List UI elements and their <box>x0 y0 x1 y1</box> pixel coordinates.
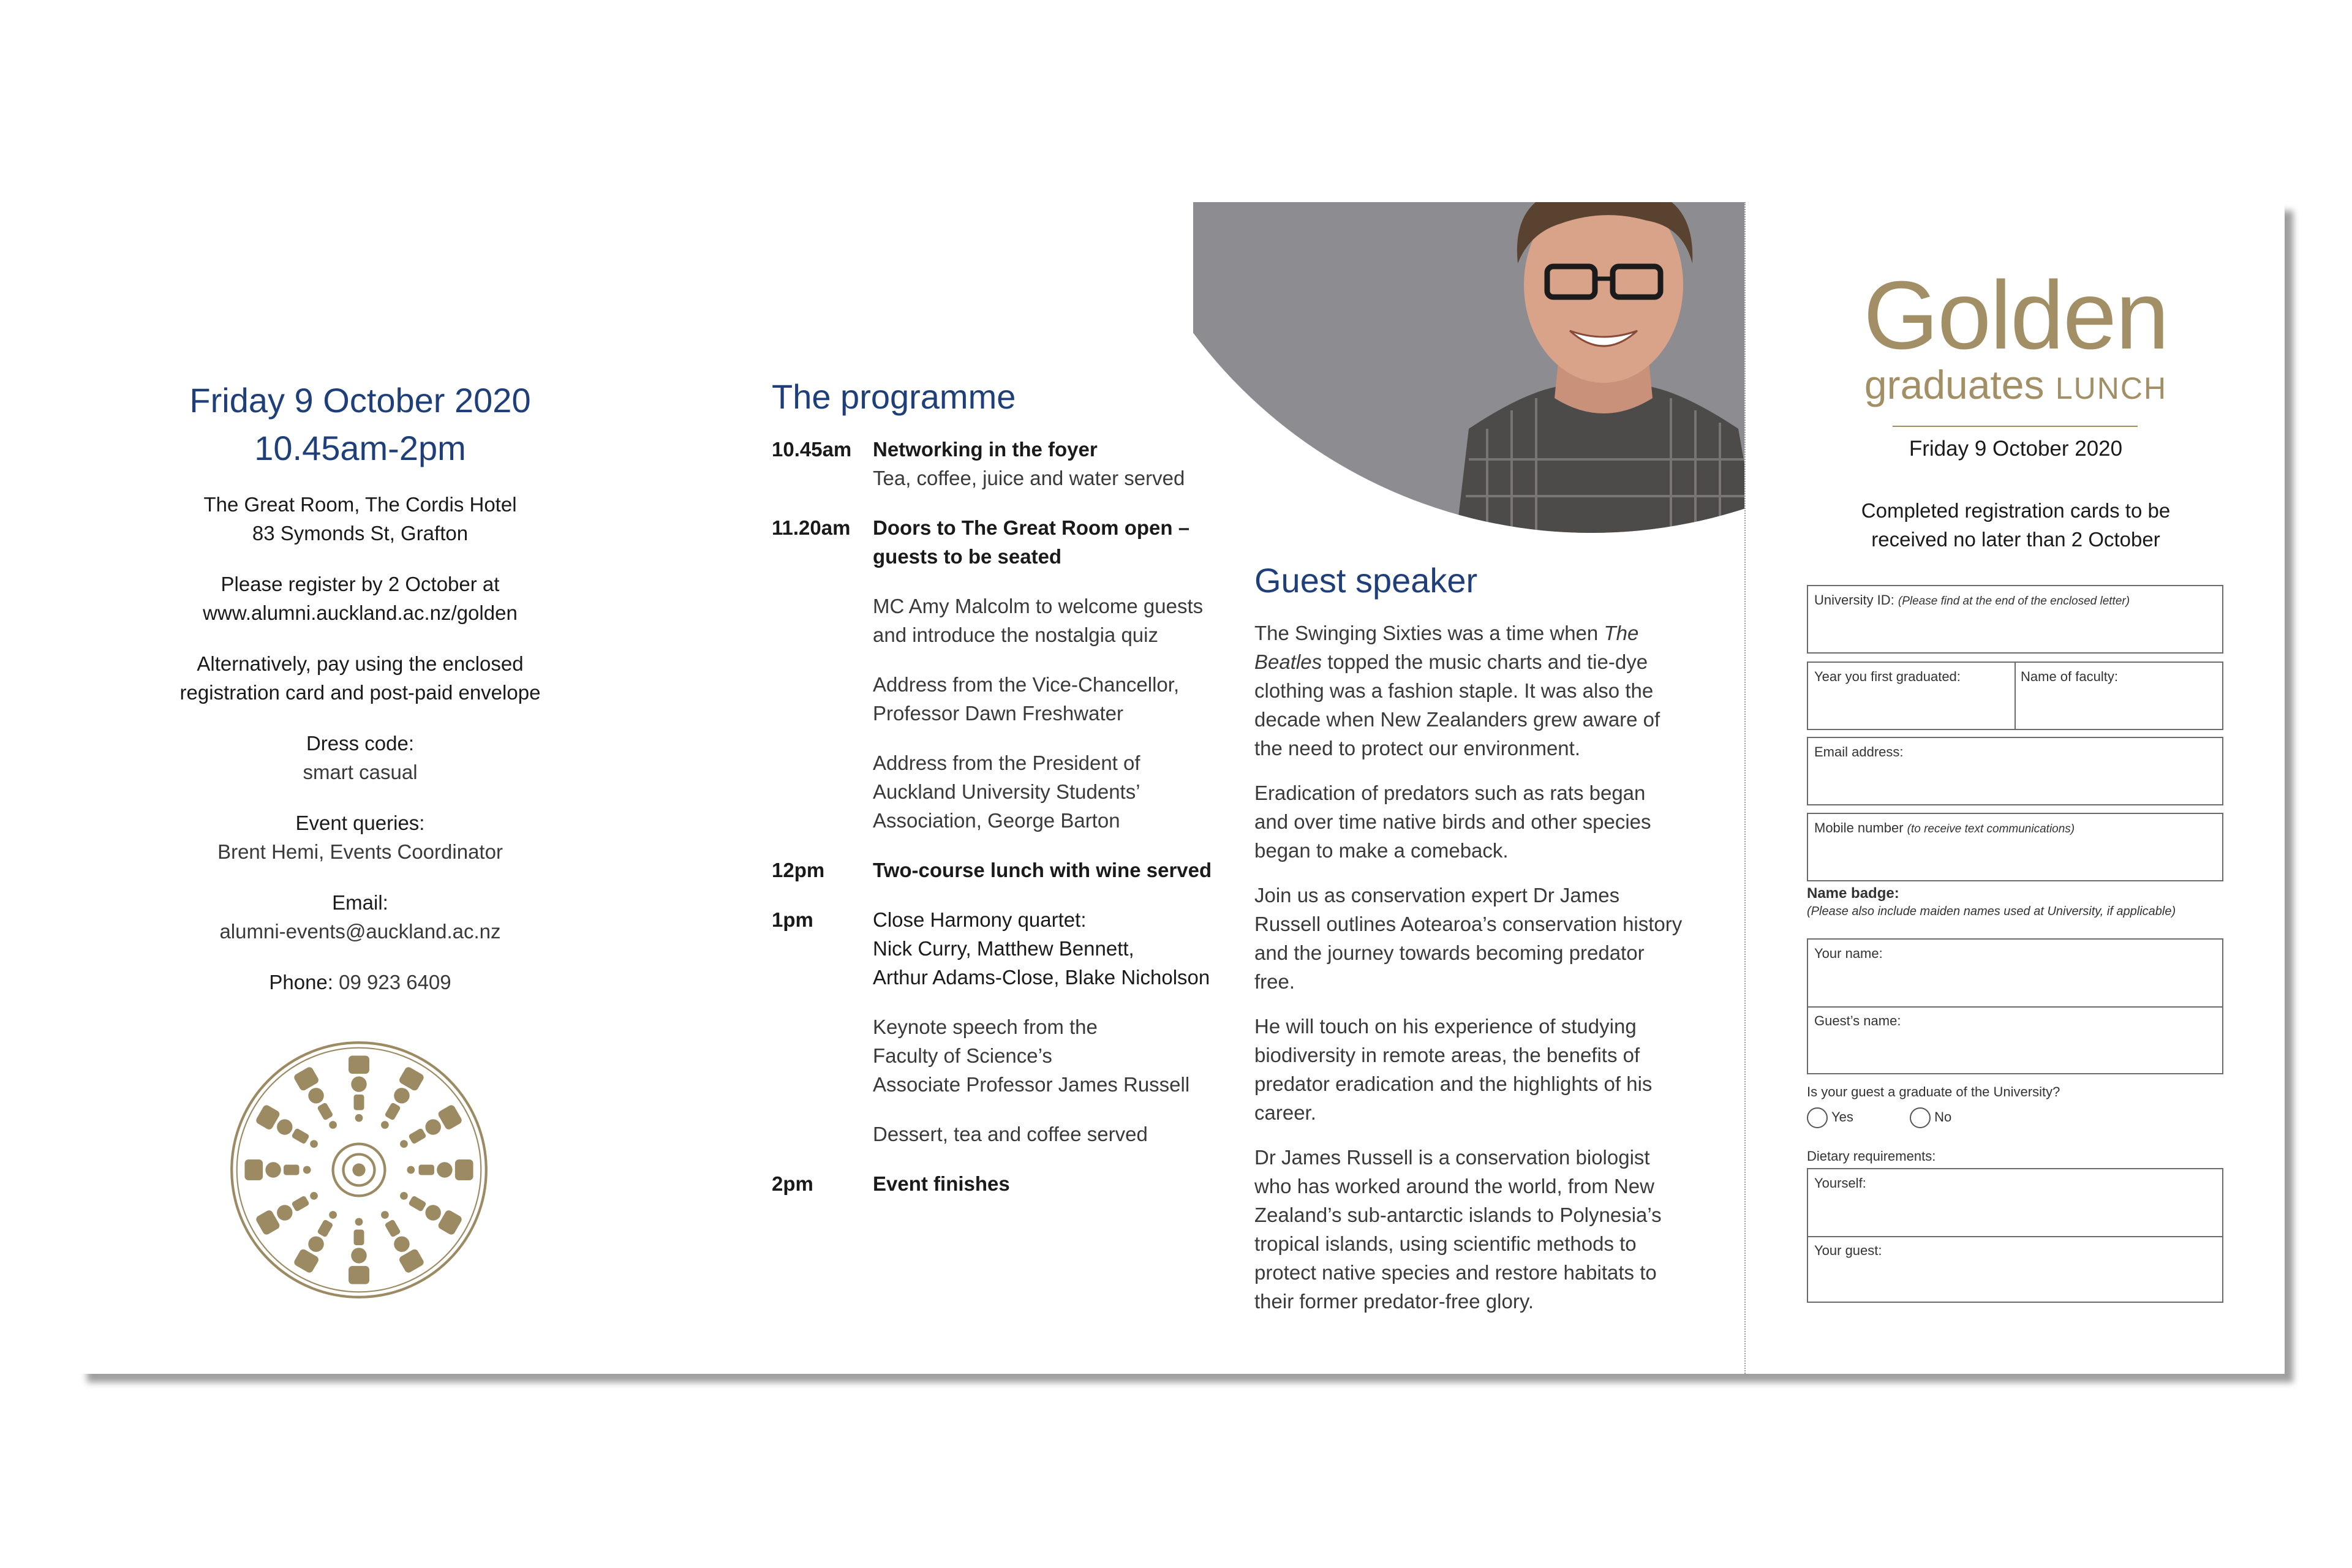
email-block <box>78 888 642 946</box>
event-time: 10.45am-2pm <box>254 429 466 467</box>
guest-text-italic: The Beatles <box>1254 622 1639 673</box>
dress-code <box>78 729 642 786</box>
event-date-time <box>78 377 642 472</box>
guest-text: topped the music charts and tie-dye clothing was a fashion staple. It was also the decade when New Zealanders grew aware of the need to protect our environment. <box>1254 650 1660 760</box>
programme-time: 2pm <box>772 1172 813 1195</box>
event-date: Friday 9 October 2020 <box>189 381 531 420</box>
alternative-info <box>78 649 642 707</box>
programme-heading: Networking in the foyer <box>873 438 1098 461</box>
guest-paragraph <box>1254 619 1683 763</box>
email-link[interactable]: alumni-events@auckland.ac.nz <box>219 920 501 943</box>
programme-time: 12pm <box>772 859 825 881</box>
year-graduated-label: Year you first graduated: <box>1814 669 1961 684</box>
dress-code-label: Dress code: <box>306 732 415 755</box>
programme-text: Address from the President of <box>873 752 1140 774</box>
programme-subitem <box>873 670 1213 728</box>
university-seal-icon <box>229 1040 489 1300</box>
yes-label: Yes <box>1831 1109 1853 1125</box>
name-badge-label: Name badge: <box>1807 885 1899 902</box>
university-id-note: (Please find at the end of the enclosed letter) <box>1898 595 2130 608</box>
programme-item <box>772 1169 1213 1198</box>
programme-heading: Two-course lunch with wine served <box>873 859 1212 881</box>
queries-value: Brent Hemi, Events Coordinator <box>217 840 503 863</box>
guest-speaker-title: Guest speaker <box>1254 561 1478 600</box>
event-details-panel <box>78 202 654 1374</box>
programme-text: and introduce the nostalgia quiz <box>873 624 1158 646</box>
name-badge-fields <box>1807 938 2223 1074</box>
programme-text: Close Harmony quartet: <box>873 908 1087 931</box>
your-name-label: Your name: <box>1814 946 1883 961</box>
programme-text: Address from the Vice-Chancellor, <box>873 673 1180 696</box>
guest-paragraph: Eradication of predators such as rats began and over time native birds and other species began to make a comeback. <box>1254 782 1651 862</box>
register-url[interactable]: www.alumni.auckland.ac.nz/golden <box>203 601 518 624</box>
register-text: Please register by 2 October at <box>221 573 500 595</box>
programme-text: Professor Dawn Freshwater <box>873 702 1123 725</box>
speaker-portrait-icon <box>1193 202 1744 533</box>
programme-subitem <box>873 592 1213 649</box>
programme-text: Keynote speech from the <box>873 1016 1098 1038</box>
programme-list <box>772 435 1213 1219</box>
programme-text: Auckland University Students’ <box>873 780 1140 803</box>
speaker-photo <box>1193 202 1744 533</box>
event-queries <box>78 809 642 866</box>
logo-graduates: graduates <box>1864 362 2045 407</box>
guest-paragraph: Join us as conservation expert Dr James Russell outlines Aotearoa’s conservation history and the journey towards becoming predator free. <box>1254 884 1683 993</box>
venue <box>78 490 642 548</box>
dietary-label: Dietary requirements: <box>1807 1148 1936 1164</box>
dietary-fields <box>1807 1168 2223 1303</box>
name-badge-note: (Please also include maiden names used at University, if applicable) <box>1807 905 2176 918</box>
email-label: Email: <box>332 891 388 914</box>
email-field-label: Email address: <box>1814 744 1904 760</box>
alternative-text-2: registration card and post-paid envelope <box>179 681 541 704</box>
guest-graduate-question: Is your guest a graduate of the University? <box>1807 1084 2060 1099</box>
programme-subitem <box>873 748 1213 835</box>
phone-value: 09 923 6409 <box>339 971 451 993</box>
programme-item <box>772 905 1213 992</box>
programme-time: 1pm <box>772 908 813 931</box>
email-field[interactable] <box>1807 737 2223 805</box>
programme-text: Associate Professor James Russell <box>873 1073 1190 1096</box>
no-label: No <box>1934 1109 1952 1125</box>
guest-name-label: Guest’s name: <box>1814 1013 1901 1028</box>
graduation-faculty-fields <box>1807 662 2223 730</box>
programme-text: Faculty of Science’s <box>873 1044 1052 1067</box>
field-divider <box>2015 663 2016 729</box>
deadline-line: Completed registration cards to be <box>1861 499 2171 522</box>
guest-paragraph: He will touch on his experience of studying biodiversity in remote areas, the benefits of predator eradication and the highlights of his career. <box>1254 1015 1653 1124</box>
register-info <box>78 570 642 627</box>
programme-subitem <box>873 1012 1213 1099</box>
guest-paragraph: Dr James Russell is a conservation biologist who has worked around the world, from New Zealand’s sub-antarctic islands to Polynesia’s tropical islands, using scientific methods to protect native species and restore habitats to their former predator-free glory. <box>1254 1146 1662 1313</box>
programme-item <box>772 856 1213 884</box>
programme-subitem <box>873 1120 1213 1148</box>
logo-golden: Golden <box>1863 262 2168 369</box>
mobile-field[interactable] <box>1807 813 2223 881</box>
brochure <box>78 202 2285 1374</box>
guest-speaker-panel <box>1193 202 1744 1374</box>
dress-code-value: smart casual <box>303 761 418 783</box>
guest-speaker-text <box>1254 619 1683 1332</box>
programme-text: Arthur Adams-Close, Blake Nicholson <box>873 966 1210 989</box>
venue-line: The Great Room, The Cordis Hotel <box>203 493 517 516</box>
programme-item <box>772 513 1213 571</box>
mobile-note: (to receive text communications) <box>1907 823 2075 835</box>
programme-title: The programme <box>772 377 1016 416</box>
logo-lunch: LUNCH <box>2055 371 2168 405</box>
no-radio[interactable] <box>1910 1107 1931 1128</box>
card-date: Friday 9 October 2020 <box>1909 437 2123 461</box>
phone-block <box>78 968 642 997</box>
event-info <box>78 490 642 1019</box>
university-id-field[interactable] <box>1807 585 2223 654</box>
programme-heading: guests to be seated <box>873 545 1062 568</box>
registration-form <box>1807 202 2223 1374</box>
alternative-text: Alternatively, pay using the enclosed <box>197 652 524 675</box>
dietary-yourself-label: Yourself: <box>1814 1175 1866 1191</box>
queries-label: Event queries: <box>295 812 425 834</box>
programme-text: Dessert, tea and coffee served <box>873 1123 1148 1145</box>
programme-text: MC Amy Malcolm to welcome guests <box>873 595 1204 617</box>
programme-panel <box>654 202 1212 1374</box>
field-label <box>1814 592 2130 608</box>
guest-graduate-options <box>1807 1107 1951 1128</box>
registration-card-panel <box>1744 202 2285 1374</box>
field-divider <box>1808 1006 2222 1008</box>
programme-heading: Event finishes <box>873 1172 1010 1195</box>
phone-label: Phone: <box>269 971 333 993</box>
deadline-line: received no later than 2 October <box>1871 528 2160 551</box>
mobile-label: Mobile number <box>1814 820 1904 835</box>
field-divider <box>1808 1236 2222 1237</box>
programme-text: Nick Curry, Matthew Bennett, <box>873 937 1134 960</box>
field-label <box>1814 820 2075 836</box>
programme-text: Association, George Barton <box>873 809 1120 832</box>
programme-note: Tea, coffee, juice and water served <box>873 467 1185 489</box>
programme-item <box>772 435 1213 492</box>
programme-heading: Doors to The Great Room open – <box>873 516 1190 539</box>
venue-address: 83 Symonds St, Grafton <box>252 522 469 545</box>
faculty-label: Name of faculty: <box>2021 669 2118 684</box>
university-id-label: University ID: <box>1814 592 1894 608</box>
yes-radio[interactable] <box>1807 1107 1828 1128</box>
dietary-guest-label: Your guest: <box>1814 1243 1882 1258</box>
guest-text: The Swinging Sixties was a time when <box>1254 622 1604 644</box>
programme-time: 10.45am <box>772 438 852 461</box>
programme-time: 11.20am <box>772 516 851 539</box>
